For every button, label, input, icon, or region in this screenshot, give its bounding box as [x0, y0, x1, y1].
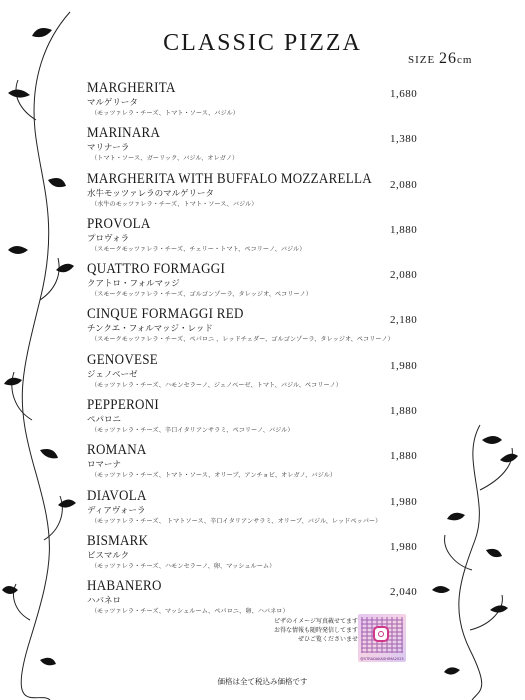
menu-item	[87, 397, 427, 442]
menu-item	[87, 171, 427, 216]
item-name: GENOVESE	[87, 351, 159, 368]
item-name-jp: ビスマルク	[87, 550, 130, 561]
item-name-jp: プロヴォラ	[87, 233, 130, 244]
menu-item	[87, 261, 427, 306]
item-name-jp: 水牛モッツァレラのマルゲリータ	[87, 188, 214, 199]
item-description: （モッツァレラ・チーズ、ハモンセラーノ、卵、マッシュルーム）	[91, 562, 276, 570]
qr-note-line: お得な情報も随時発信してます	[273, 627, 358, 634]
menu-item	[87, 125, 427, 170]
item-description: （水牛のモッツァレラ・チーズ、トマト・ソース、バジル）	[91, 200, 258, 208]
item-description: （モッツァレラ・チーズ、 トマトソース、辛口イタリアンサラミ、オリーブ、バジル、レッドペッパー）	[91, 517, 382, 525]
item-name-jp: マルゲリータ	[87, 98, 138, 108]
item-description: （スモークモッツァレラ・チーズ、チェリー・トマト、ペコリーノ、バジル）	[91, 245, 306, 253]
qr-note-line: ピザのイメージ写真載せてます	[274, 618, 358, 625]
instagram-handle: @STRADAKASHIMA2025	[360, 657, 404, 661]
item-price: 1,880	[390, 450, 418, 463]
item-price: 1,880	[390, 223, 418, 236]
item-name-jp: クアトロ・フォルマッジ	[87, 279, 180, 290]
item-name-jp: マリナーラ	[87, 143, 130, 154]
item-price: 1,980	[390, 540, 418, 553]
item-description: （モッツァレラ・チーズ、トマト・ソース、バジル）	[91, 110, 239, 117]
menu-item	[87, 80, 427, 125]
instagram-icon	[373, 626, 389, 642]
qr-note-line: ぜひご覧くださいませ	[297, 636, 358, 643]
item-description: （トマト・ソース、ガーリック、バジル、オレガノ）	[91, 155, 239, 163]
item-price: 1,380	[390, 133, 418, 146]
item-name-jp: ペパロニ	[87, 415, 122, 426]
item-price: 1,980	[390, 495, 418, 508]
vine-decoration-right-icon	[420, 420, 525, 700]
item-price: 1,880	[390, 405, 418, 418]
item-name: QUATTRO FORMAGGI	[87, 261, 226, 278]
item-description: （スモークモッツァレラ・チーズ、ペパロニ 、レッドチェダー、ゴルゴンゾーラ、タレッジオ、ペコリーノ）	[91, 336, 394, 344]
item-name: ROMANA	[87, 442, 147, 459]
menu-item	[87, 488, 427, 533]
item-description: （モッツァレラ・チーズ、辛口イタリアンサラミ、ペコリーノ、バジル）	[91, 427, 294, 435]
menu-item	[87, 442, 427, 487]
item-name: BISMARK	[87, 532, 149, 549]
item-price: 2,180	[390, 314, 418, 327]
menu-item	[87, 216, 427, 261]
item-name: MARGHERITA	[87, 80, 176, 96]
item-name-jp: ハバネロ	[87, 596, 122, 607]
menu-item	[87, 533, 427, 578]
item-name-jp: ディアヴォーラ	[87, 505, 146, 516]
item-name-jp: ジェノベーゼ	[87, 369, 138, 380]
item-name: PROVOLA	[87, 215, 151, 232]
item-price: 1,980	[390, 359, 418, 372]
vine-decoration-left-icon	[0, 0, 80, 700]
item-description: （スモークモッツァレラ・チーズ、ゴルゴンゾーラ、タレッジオ、ペコリーノ）	[91, 291, 312, 299]
instagram-qr-code[interactable]	[358, 614, 406, 662]
item-description: （モッツァレラ・チーズ、マッシュルーム、ペパロニ、卵、ハバネロ）	[91, 608, 289, 616]
size-unit: cm	[456, 54, 473, 66]
item-name: MARGHERITA WITH BUFFALO MOZZARELLA	[87, 170, 372, 187]
item-name: PEPPERONI	[87, 397, 160, 414]
tax-note: 価格は全て税込み価格です	[217, 677, 308, 686]
pizza-menu-list	[87, 80, 427, 624]
item-name: MARINARA	[87, 125, 161, 142]
page-title: CLASSIC PIZZA	[163, 30, 362, 56]
item-name: DIAVOLA	[87, 487, 147, 504]
item-price: 1,680	[390, 88, 418, 100]
item-name-jp: ロマーナ	[87, 460, 122, 471]
menu-item	[87, 306, 427, 351]
item-name-jp: チンクエ・フォルマッジ・レッド	[87, 324, 213, 335]
size-label-text: SIZE	[408, 54, 436, 66]
qr-note	[248, 617, 358, 644]
menu-item	[87, 352, 427, 397]
item-price: 2,080	[390, 178, 418, 191]
item-description: （モッツァレラ・チーズ、トマト・ソース、オリーブ、アンチョビ、オレガノ、バジル）	[91, 472, 337, 480]
item-description: （モッツァレラ・チーズ、ハモンセラーノ、ジェノベーゼ、トマト、バジル、ペコリーノ）	[91, 381, 342, 389]
size-label	[408, 50, 472, 68]
item-name: HABANERO	[87, 578, 162, 595]
size-value: 26	[438, 50, 457, 67]
item-price: 2,040	[390, 586, 418, 599]
item-name: CINQUE FORMAGGI RED	[87, 306, 244, 323]
item-price: 2,080	[390, 269, 418, 282]
